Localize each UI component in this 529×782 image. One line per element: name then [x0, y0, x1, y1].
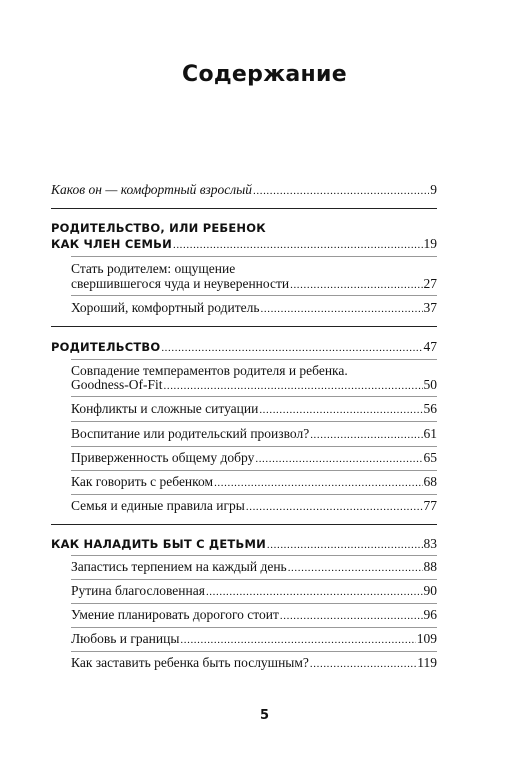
toc-page-number: 61: [423, 426, 437, 441]
toc-page-number: 109: [416, 631, 437, 646]
leader-dots: [246, 499, 423, 515]
toc-entry-line1: Стать родителем: ощущение: [71, 261, 236, 276]
leader-dots: [261, 301, 423, 317]
toc-page-number: 90: [423, 583, 437, 598]
toc-page-number: 9: [430, 182, 437, 197]
toc-page-number: 83: [423, 536, 437, 551]
toc-page-number: 68: [423, 474, 437, 489]
toc-page-number: 47: [423, 339, 437, 354]
toc-entry-label: Как говорить с ребенком: [71, 474, 214, 489]
sub-rule: [71, 421, 437, 422]
toc-entry-label: Запастись терпением на каждый день: [71, 559, 287, 574]
toc-entry-label: Как заставить ребенка быть послушным?: [71, 655, 309, 670]
toc-page-number: 37: [423, 300, 437, 315]
leader-dots: [206, 584, 423, 600]
sub-rule: [71, 579, 437, 580]
sub-rule: [71, 651, 437, 652]
toc-entry[interactable]: [71, 474, 437, 491]
leader-dots: [259, 402, 422, 418]
toc-entry-label: Любовь и границы: [71, 631, 180, 646]
toc-entry-label: Конфликты и сложные ситуации: [71, 401, 259, 416]
toc-entry[interactable]: [71, 426, 437, 443]
toc-entry-label: свершившегося чуда и неуверенности: [71, 276, 290, 291]
sub-rule: [71, 396, 437, 397]
toc-page-number: 19: [423, 236, 437, 251]
sub-rule: [71, 470, 437, 471]
leader-dots: [164, 378, 423, 394]
leader-dots: [161, 340, 422, 356]
toc-entry[interactable]: [71, 450, 437, 467]
sub-rule: [71, 494, 437, 495]
leader-dots: [290, 277, 422, 293]
toc-entry-label: Приверженность общему добру: [71, 450, 255, 465]
toc-page-number: 50: [423, 377, 437, 392]
toc-entry-intro[interactable]: [51, 182, 437, 199]
toc-entry-label: Семья и единые правила игры: [71, 498, 245, 513]
section-heading: КАК ЧЛЕН СЕМЬИ: [51, 237, 172, 251]
section-heading-line1: РОДИТЕЛЬСТВО, ИЛИ РЕБЕНОК: [51, 221, 266, 235]
toc-page-number: 65: [423, 450, 437, 465]
toc-entry[interactable]: [71, 607, 437, 624]
leader-dots: [180, 632, 415, 648]
page-title: Содержание: [182, 62, 347, 87]
section-divider: [51, 326, 437, 327]
toc-entry-label: Каков он — комфортный взрослый: [51, 182, 253, 197]
toc-entry[interactable]: [71, 276, 437, 293]
toc-page-number: 96: [423, 607, 437, 622]
sub-rule: [71, 603, 437, 604]
toc-entry-label: Умение планировать дорогого стоит: [71, 607, 279, 622]
page-number: 5: [259, 708, 270, 723]
sub-rule: [71, 359, 437, 360]
leader-dots: [288, 560, 423, 576]
toc-entry[interactable]: [71, 300, 437, 317]
toc-entry[interactable]: [71, 559, 437, 576]
sub-rule: [71, 555, 437, 556]
toc-section-2[interactable]: [51, 339, 437, 356]
leader-dots: [253, 183, 429, 199]
toc-entry-label: Хороший, комфортный родитель: [71, 300, 260, 315]
toc-section-3[interactable]: [51, 536, 437, 553]
toc-entry[interactable]: [71, 498, 437, 515]
sub-rule: [71, 256, 437, 257]
toc-entry-label: Воспитание или родительский произвол?: [71, 426, 310, 441]
section-heading: РОДИТЕЛЬСТВО: [51, 340, 161, 354]
toc-page-number: 88: [423, 559, 437, 574]
leader-dots: [280, 608, 423, 624]
toc-page-number: 77: [423, 498, 437, 513]
toc-section-1[interactable]: [51, 236, 437, 253]
toc-entry[interactable]: [71, 655, 437, 672]
sub-rule: [71, 627, 437, 628]
toc-page-number: 56: [423, 401, 437, 416]
leader-dots: [310, 656, 416, 672]
section-divider: [51, 208, 437, 209]
leader-dots: [173, 237, 423, 253]
toc-entry[interactable]: [71, 583, 437, 600]
toc-entry-line1: Совпадение темпераментов родителя и ребенка.: [71, 363, 348, 378]
toc-entry[interactable]: [71, 401, 437, 418]
toc-entry-label: Goodness-Of-Fit: [71, 377, 163, 392]
section-divider: [51, 524, 437, 525]
toc-entry-label: Рутина благословенная: [71, 583, 205, 598]
toc-entry[interactable]: [71, 631, 437, 648]
sub-rule: [71, 446, 437, 447]
section-heading: КАК НАЛАДИТЬ БЫТ С ДЕТЬМИ: [51, 537, 266, 551]
leader-dots: [214, 475, 422, 491]
leader-dots: [267, 537, 423, 553]
leader-dots: [255, 451, 422, 467]
toc-entry[interactable]: [71, 377, 437, 394]
toc-page-number: 27: [423, 276, 437, 291]
toc-page-number: 119: [417, 655, 437, 670]
leader-dots: [310, 427, 422, 443]
sub-rule: [71, 295, 437, 296]
